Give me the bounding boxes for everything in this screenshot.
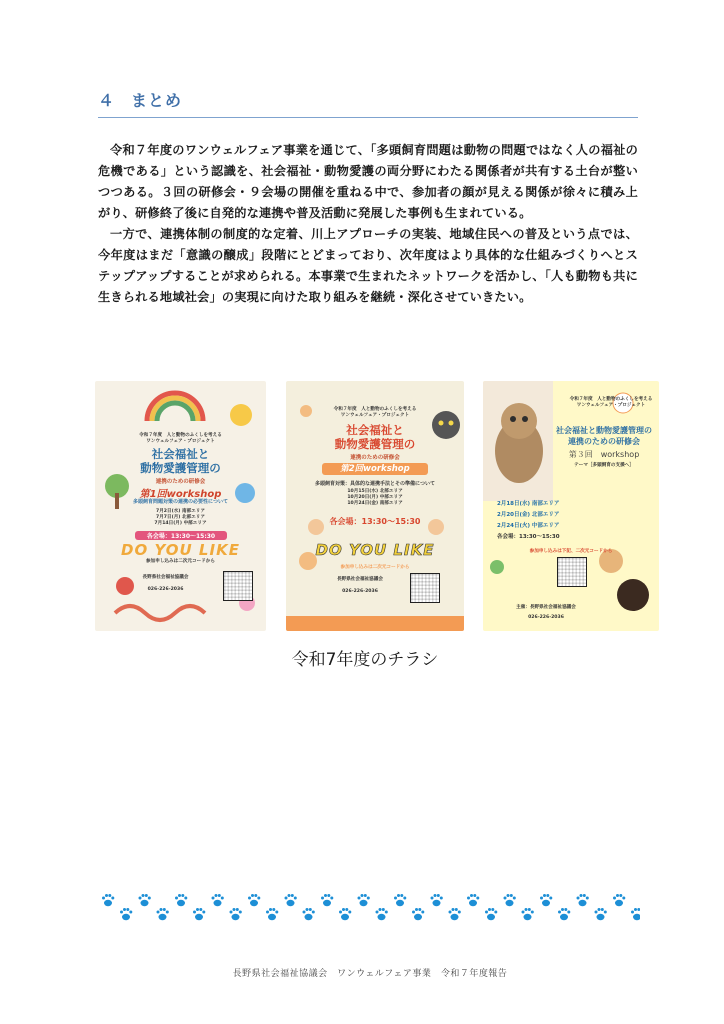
flyer-3-title-2: 連携のための研修会 — [568, 437, 640, 446]
flyer-2-subtitle: 連携のための研修会 — [350, 455, 400, 461]
paw-icon — [431, 894, 443, 906]
flyer-3-title-1: 社会福祉と動物愛護管理の — [556, 426, 652, 435]
flyer-1-title-2: 動物愛護管理の — [140, 461, 221, 475]
paw-icon — [266, 908, 278, 920]
person-icon — [490, 560, 504, 574]
flyer-2-date-2: 10月20日(月) 中部エリア — [347, 495, 403, 500]
snake-icon — [115, 606, 205, 620]
paw-icon — [522, 908, 534, 920]
paw-icon — [394, 894, 406, 906]
flyer-2-slogan: DO YOU LIKE — [315, 541, 435, 559]
flyer-3-workshop: 第３回 workshop — [568, 450, 640, 459]
page-footer: 長野県社会福祉協議会 ワンウェルフェア事業 令和７年度報告 — [232, 969, 508, 979]
flyer-caption: 令和7年度のチラシ — [291, 650, 439, 670]
flyer-1-project: ワンウェルフェア・プロジェクト — [146, 439, 215, 444]
flyer-3-phone: 026-226-2036 — [528, 615, 564, 620]
paw-icon — [120, 908, 132, 920]
flyer-2-title-1: 社会福祉と — [346, 423, 404, 437]
flyer-1-date-3: 7月14日(月) 中部エリア — [154, 521, 207, 526]
sun-icon — [230, 404, 252, 426]
paw-icon — [577, 894, 589, 906]
flyer-2-workshop: 第2回workshop — [322, 463, 428, 475]
flyer-3-qr-code — [557, 557, 587, 587]
flyer-2-phone: 026-226-2036 — [342, 589, 378, 594]
flyer-1-workshop: 第1回workshop — [139, 489, 222, 500]
section-heading — [98, 88, 638, 118]
flyer-2-date-1: 10月15日(水) 北部エリア — [347, 489, 403, 494]
flyer-3-project: ワンウェルフェア・プロジェクト — [576, 403, 646, 408]
flyer-2-header: 令和７年度 人と動物のふくしを考える — [333, 407, 417, 412]
paw-icon — [613, 894, 625, 906]
flyer-3-apply: 参加申し込みは下記、二次元コードから — [529, 549, 613, 554]
flyer-3-date-1: 2月18日(水) 南部エリア — [497, 501, 560, 507]
flyer-2-title-2: 動物愛護管理の — [334, 437, 416, 451]
paw-icon — [504, 894, 516, 906]
flyer-1-hours: 各会場：13:30～15:30 — [135, 531, 227, 540]
flyer-2-theme: 多頭飼育対策：具体的な連携手法とその準備について — [315, 481, 435, 487]
paw-icon — [631, 908, 640, 920]
flyer-1-phone: 026-226-2036 — [147, 587, 184, 592]
paw-print-border — [100, 892, 640, 922]
flyer-3-date-3: 2月24日(火) 中部エリア — [497, 523, 560, 529]
flyer-3-header: 令和７年度 人と動物のふくしを考える — [569, 397, 653, 402]
paw-icon — [139, 894, 151, 906]
paw-icon — [449, 908, 461, 920]
paragraph-1: 令和７年度のワンウェルフェア事業を通じて、「多頭飼育問題は動物の問題ではなく人の福祉の危機である」という認識を、社会福祉・動物愛護の両分野にわたる関係者が共有する土台が整いつつある。３回の研修会・９会場の開催を重ねる中で、参加者の顔が見える関係が徐々に積み上がり、研修終了後に自発的な連携や普及活動に発展した事例も生まれている。 — [98, 143, 638, 221]
flyer-1-apply: 参加申し込みは二次元コードから — [146, 559, 215, 564]
flyer-1 — [95, 381, 266, 631]
paw-icon — [339, 908, 351, 920]
paw-icon — [193, 908, 205, 920]
flyer-2-hours: 各会場：13:30～15:30 — [329, 517, 421, 526]
flyer-1-theme: 多頭飼育問題対策の連携の必要性について — [133, 499, 228, 505]
flyer-3-theme: テーマ［多頭飼育の支援へ］ — [574, 463, 634, 468]
flyer-3-org: 主催：長野県社会福祉協議会 — [516, 605, 576, 610]
paw-icon — [376, 908, 388, 920]
paw-icon — [358, 894, 370, 906]
flyer-1-date-1: 7月2日(水) 南部エリア — [156, 509, 205, 514]
flyer-3 — [483, 381, 659, 631]
flyer-3-date-2: 2月20日(金) 北部エリア — [497, 512, 560, 518]
flyer-1-slogan: DO YOU LIKE — [121, 541, 240, 559]
section-number: ４ — [98, 91, 116, 110]
paw-icon — [467, 894, 479, 906]
paw-icon — [212, 894, 224, 906]
paw-icon — [412, 908, 424, 920]
flyer-1-org: 長野県社会福祉協議会 — [142, 575, 189, 580]
paw-icon — [230, 908, 242, 920]
paw-icon — [157, 908, 169, 920]
flyer-3-hours: 各会場：13:30～15:30 — [497, 534, 560, 540]
flyer-1-subtitle: 連携のための研修会 — [155, 479, 206, 485]
flyer-1-header: 令和７年度 人と動物のふくしを考える — [139, 433, 222, 438]
paw-icon — [175, 894, 187, 906]
paw-icon — [558, 908, 570, 920]
paw-icon — [303, 908, 315, 920]
flyer-2-project: ワンウェルフェア・プロジェクト — [340, 413, 410, 418]
puppy-icon — [617, 579, 649, 611]
flyer-1-title-1: 社会福祉と — [151, 447, 210, 461]
flyer-2-qr-code — [410, 573, 440, 603]
paw-icon — [485, 908, 497, 920]
paw-icon — [540, 894, 552, 906]
paw-icon — [595, 908, 607, 920]
flyer-1-qr-code — [223, 571, 253, 601]
paw-icon — [285, 894, 297, 906]
flyer-2-date-3: 10月24日(金) 南部エリア — [347, 501, 403, 506]
flyer-2-org: 長野県社会福祉協議会 — [337, 577, 383, 582]
paw-icon — [321, 894, 333, 906]
flyer-2 — [286, 381, 464, 631]
paw-icon — [248, 894, 260, 906]
paragraph-2: 一方で、連携体制の制度的な定着、川上アプローチの実装、地域住民への普及という点では、今年度はまだ「意識の醸成」段階にとどまっており、次年度はより具体的な仕組みづくりへとステップアップすることが求められる。本事業で生まれたネットワークを活かし、「人も動物も共に生きられる地域社会」の実現に向けた取り組みを継続・深化させていきたい。 — [98, 227, 638, 305]
flyer-2-apply: 参加申し込みは二次元コードから — [340, 565, 410, 570]
section-title: まとめ — [131, 91, 183, 110]
flyer-1-date-2: 7月7日(月) 北部エリア — [156, 515, 205, 520]
paw-icon — [102, 894, 114, 906]
